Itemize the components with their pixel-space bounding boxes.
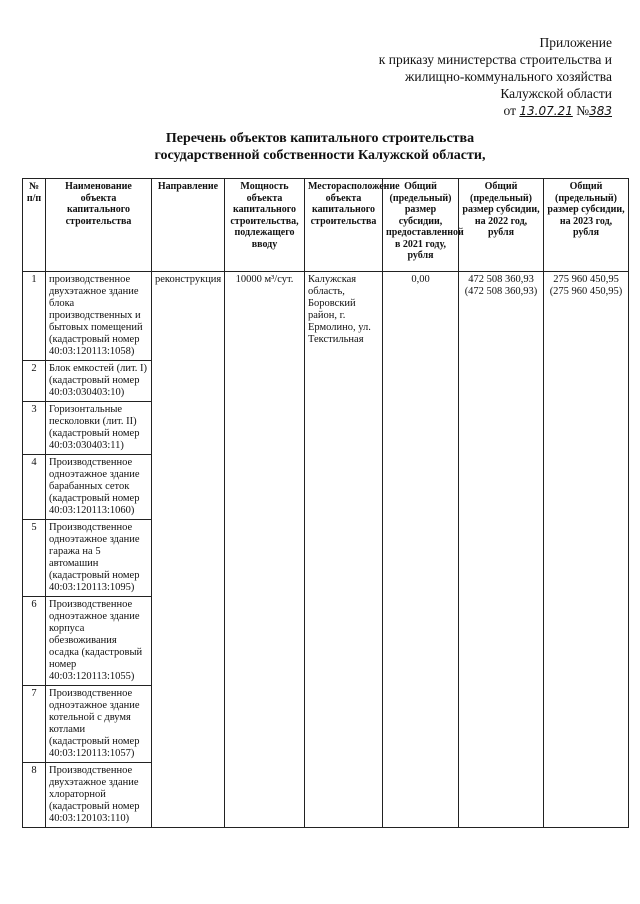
objects-table xyxy=(22,178,629,828)
row-number: 5 xyxy=(23,520,46,597)
location-cell: Калужская область, Боровский район, г. Ермолино, ул. Текстильная xyxy=(305,272,383,828)
subsidy-2022-cell: 472 508 360,93 (472 508 360,93) xyxy=(459,272,544,828)
object-name: Производственное одноэтажное здание гаража на 5 автомашин (кадастровый номер 40:03:120113:1095) xyxy=(46,520,152,597)
capacity-cell: 10000 м³/сут. xyxy=(225,272,305,828)
order-date: 13.07.21 xyxy=(519,104,573,118)
row-number: 3 xyxy=(23,402,46,455)
object-name: Производственное одноэтажное здание барабанных сеток (кадастровый номер 40:03:120113:1060) xyxy=(46,455,152,520)
order-line xyxy=(322,102,612,120)
column-header: № п/п xyxy=(23,179,46,272)
row-number: 1 xyxy=(23,272,46,361)
appendix-line: Приложение xyxy=(539,35,612,50)
row-number: 7 xyxy=(23,686,46,763)
document-title xyxy=(60,130,580,164)
column-header: Наименование объекта капитального строительства xyxy=(46,179,152,272)
column-header: Месторасположение объекта капитального строительства xyxy=(305,179,383,272)
title-line: Перечень объектов капитального строительства xyxy=(165,131,475,146)
object-name: Производственное одноэтажное здание корпуса обезвоживания осадка (кадастровый номер 40:03:120113:1055) xyxy=(46,597,152,686)
appendix-line: Калужской области xyxy=(500,86,612,101)
order-from-label: от xyxy=(503,103,517,118)
direction-cell: реконструкция xyxy=(152,272,225,828)
appendix-block xyxy=(322,34,612,120)
subsidy-2023-cell: 275 960 450,95 (275 960 450,95) xyxy=(544,272,629,828)
appendix-line: к приказу министерства строительства и xyxy=(378,52,612,67)
object-name: Производственное двухэтажное здание хлораторной (кадастровый номер 40:03:120103:110) xyxy=(46,763,152,828)
row-number: 4 xyxy=(23,455,46,520)
column-header: Общий (предельный) размер субсидии, предоставленной в 2021 году, рубля xyxy=(383,179,459,272)
object-name: Блок емкостей (лит. I) (кадастровый номер 40:03:030403:10) xyxy=(46,361,152,402)
order-number: 383 xyxy=(589,104,612,118)
column-header: Мощность объекта капитального строительства, подлежащего вводу xyxy=(225,179,305,272)
object-name: Горизонтальные песколовки (лит. II) (кадастровый номер 40:03:030403:11) xyxy=(46,402,152,455)
row-number: 8 xyxy=(23,763,46,828)
column-header: Направление xyxy=(152,179,225,272)
column-header: Общий (предельный) размер субсидии, на 2023 год, рубля xyxy=(544,179,629,272)
column-header: Общий (предельный) размер субсидии, на 2022 год, рубля xyxy=(459,179,544,272)
row-number: 6 xyxy=(23,597,46,686)
object-name: производственное двухэтажное здание блока производственных и бытовых помещений (кадастровый номер 40:03:120113:1058) xyxy=(46,272,152,361)
table-row xyxy=(23,272,629,361)
table-header-row xyxy=(23,179,629,272)
appendix-line: жилищно-коммунального хозяйства xyxy=(405,69,612,84)
row-number: 2 xyxy=(23,361,46,402)
object-name: Производственное одноэтажное здание котельной с двумя котлами (кадастровый номер 40:03:120113:1057) xyxy=(46,686,152,763)
order-number-label: № xyxy=(576,103,590,118)
title-line: государственной собственности Калужской области, xyxy=(154,148,486,163)
subsidy-2021-cell: 0,00 xyxy=(383,272,459,828)
